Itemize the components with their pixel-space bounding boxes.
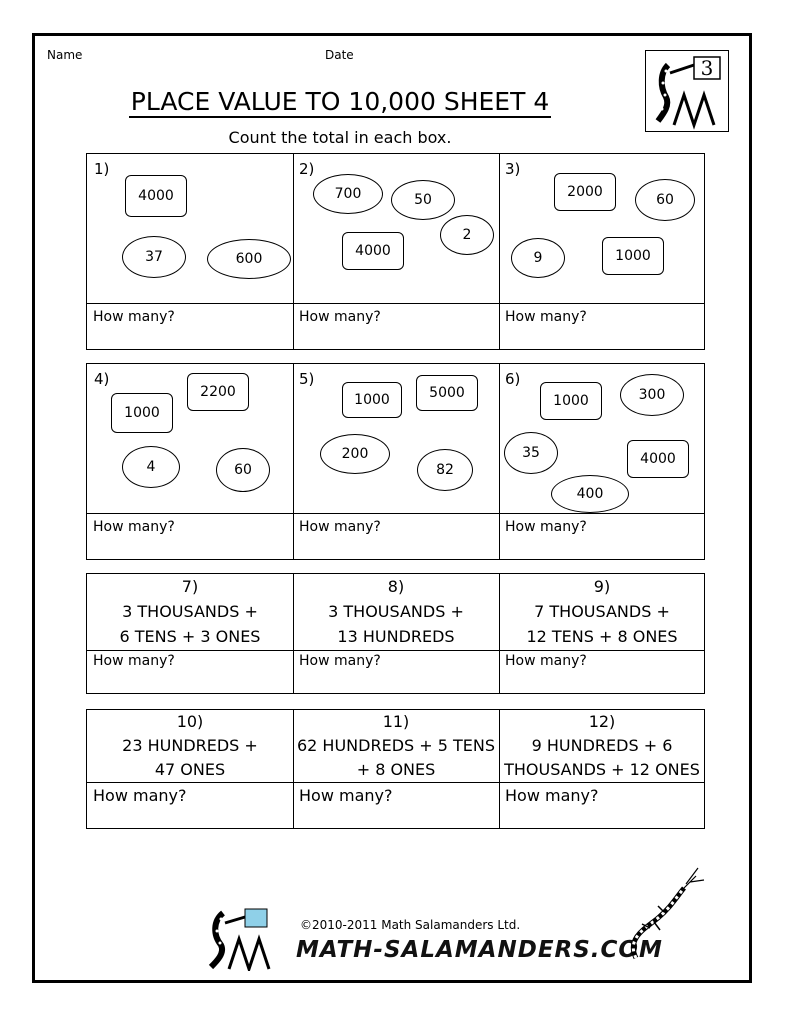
- how-many-label: How many?: [505, 309, 587, 325]
- how-many-label: How many?: [299, 786, 393, 805]
- word-problem: 8) 3 THOUSANDS + 13 HUNDREDS: [328, 577, 464, 646]
- how-many-label: How many?: [505, 519, 587, 535]
- value-box: 2200: [187, 373, 249, 411]
- value-box: 1000: [342, 382, 402, 418]
- value-oval: 9: [511, 238, 565, 278]
- how-many-label: How many?: [93, 519, 175, 535]
- word-problem: 7) 3 THOUSANDS + 6 TENS + 3 ONES: [119, 577, 261, 646]
- problem-number: 1): [94, 160, 110, 178]
- how-many-label: How many?: [93, 786, 187, 805]
- how-many-label: How many?: [299, 653, 381, 669]
- value-oval: 200: [320, 434, 390, 474]
- how-many-label: How many?: [299, 519, 381, 535]
- how-many-label: How many?: [505, 653, 587, 669]
- word-problem: 11) 62 HUNDREDS + 5 TENS + 8 ONES: [296, 712, 496, 779]
- value-oval: 35: [504, 432, 558, 474]
- value-oval: 60: [635, 179, 695, 221]
- how-many-label: How many?: [299, 309, 381, 325]
- problem-grid-3: [86, 573, 705, 694]
- value-box: 4000: [342, 232, 404, 270]
- value-oval: 50: [391, 180, 455, 220]
- page-title: PLACE VALUE TO 10,000 SHEET 4: [130, 87, 550, 116]
- how-many-label: How many?: [93, 309, 175, 325]
- value-oval: 700: [313, 174, 383, 214]
- problem-grid-2: [86, 363, 705, 560]
- value-box: 2000: [554, 173, 616, 211]
- value-oval: 400: [551, 475, 629, 513]
- value-oval: 4: [122, 446, 180, 488]
- salamander-drawing-icon: [606, 858, 718, 972]
- copyright-text: ©2010-2011 Math Salamanders Ltd.: [300, 918, 521, 932]
- date-label: Date: [325, 48, 354, 62]
- word-problem: 9) 7 THOUSANDS + 12 TENS + 8 ONES: [526, 577, 678, 646]
- svg-text:3: 3: [700, 56, 714, 80]
- word-problem: 12) 9 HUNDREDS + 6 THOUSANDS + 12 ONES: [504, 712, 700, 779]
- value-oval: 2: [440, 215, 494, 255]
- how-many-label: How many?: [505, 786, 599, 805]
- value-box: 1000: [602, 237, 664, 275]
- value-box: 1000: [111, 393, 173, 433]
- problem-number: 6): [505, 370, 521, 388]
- word-problem: 10) 23 HUNDREDS + 47 ONES: [122, 712, 258, 779]
- value-oval: 37: [122, 236, 186, 278]
- value-oval: 600: [207, 239, 291, 279]
- instruction-text: Count the total in each box.: [228, 128, 452, 147]
- value-box: 4000: [125, 175, 187, 217]
- value-box: 5000: [416, 375, 478, 411]
- problem-grid-4: [86, 709, 705, 829]
- value-oval: 60: [216, 448, 270, 492]
- problem-number: 2): [299, 160, 315, 178]
- site-name: MATH-SALAMANDERS.COM: [296, 937, 663, 963]
- value-oval: 300: [620, 374, 684, 416]
- name-label: Name: [47, 48, 83, 62]
- footer-salamander-icon: [203, 905, 273, 975]
- problem-number: 3): [505, 160, 521, 178]
- how-many-label: How many?: [93, 653, 175, 669]
- problem-number: 5): [299, 370, 315, 388]
- value-box: 1000: [540, 382, 602, 420]
- value-oval: 82: [417, 449, 473, 491]
- problem-number: 4): [94, 370, 110, 388]
- problem-grid-1: [86, 153, 705, 350]
- value-box: 4000: [627, 440, 689, 478]
